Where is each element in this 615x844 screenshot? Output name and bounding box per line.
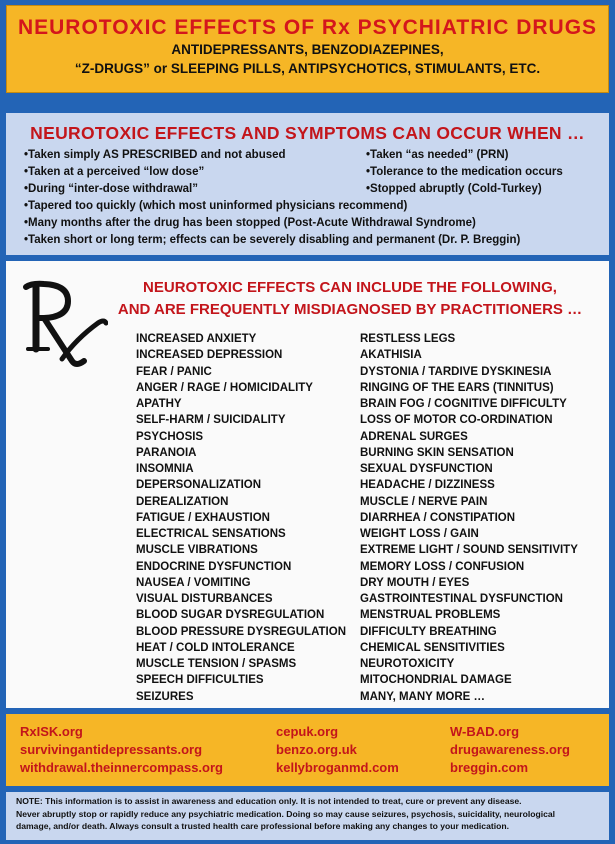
effect-item: APATHY	[136, 398, 182, 410]
resources-panel	[6, 714, 609, 786]
resource-link[interactable]: RxISK.org	[20, 724, 83, 739]
resource-link[interactable]: breggin.com	[450, 760, 529, 775]
effects-list-left	[136, 331, 346, 705]
drug-classes-line-2: “Z-DRUGS” or SLEEPING PILLS, ANTIPSYCHOTICS, STIMULANTS, ETC.	[74, 61, 541, 76]
resource-link[interactable]: benzo.org.uk	[276, 742, 357, 757]
effect-item: DIARRHEA / CONSTIPATION	[360, 511, 516, 524]
effect-item: CHEMICAL SENSITIVITIES	[360, 641, 505, 654]
effect-item: DEPERSONALIZATION	[136, 479, 262, 492]
resource-link[interactable]: W-BAD.org	[450, 724, 520, 739]
effect-item: NAUSEA / VOMITING	[136, 576, 251, 589]
effect-item: SEIZURES	[136, 690, 194, 703]
when-item: •During “inter-dose withdrawal”	[24, 183, 198, 195]
effect-item: NEUROTOXICITY	[360, 658, 455, 670]
when-item: •Tapered too quickly (which most uninformed physicians recommend)	[24, 200, 408, 212]
when-heading: NEUROTOXIC EFFECTS AND SYMPTOMS CAN OCCUR WHEN …	[30, 123, 585, 143]
effect-item: INSOMNIA	[136, 463, 194, 475]
when-item: •Many months after the drug has been stopped (Post-Acute Withdrawal Syndrome)	[24, 217, 476, 229]
effect-item: DYSTONIA / TARDIVE DYSKINESIA	[360, 365, 552, 378]
when-item: •Taken simply AS PRESCRIBED and not abused	[24, 149, 286, 161]
effect-item: HEADACHE / DIZZINESS	[360, 479, 495, 492]
when-item: •Taken at a perceived “low dose”	[24, 166, 205, 178]
effect-item: SELF-HARM / SUICIDALITY	[136, 414, 286, 427]
effect-item: DRY MOUTH / EYES	[360, 576, 470, 589]
note-line: Never abruptly stop or rapidly reduce any psychiatric medication. Doing so may cause seizures, psychosis, suicidality, neurological	[16, 808, 556, 819]
effect-item: MUSCLE VIBRATIONS	[136, 544, 258, 557]
disclaimer-note	[6, 792, 609, 840]
effect-item: DIFFICULTY BREATHING	[360, 625, 497, 638]
effects-heading-line-1: NEUROTOXIC EFFECTS CAN INCLUDE THE FOLLOWING,	[143, 279, 557, 296]
rx-symbol-icon	[22, 279, 108, 369]
effect-item: BRAIN FOG / COGNITIVE DIFFICULTY	[360, 398, 567, 410]
poster-title: NEUROTOXIC EFFECTS OF Rx PSYCHIATRIC DRUGS	[17, 16, 598, 39]
header-banner	[6, 5, 609, 93]
resource-link[interactable]: survivingantidepressants.org	[20, 742, 203, 757]
effect-item: ANGER / RAGE / HOMICIDALITY	[136, 381, 313, 394]
effect-item: PSYCHOSIS	[136, 430, 204, 443]
effect-item: PARANOIA	[136, 446, 197, 459]
effect-item: HEAT / COLD INTOLERANCE	[136, 641, 295, 654]
effect-item: MUSCLE TENSION / SPASMS	[136, 658, 297, 670]
effect-item: GASTROINTESTINAL DYSFUNCTION	[360, 593, 563, 605]
effect-item: SPEECH DIFFICULTIES	[136, 674, 264, 687]
effect-item: RESTLESS LEGS	[360, 333, 456, 345]
resource-link[interactable]: kellybroganmd.com	[276, 760, 399, 775]
effect-item: MUSCLE / NERVE PAIN	[360, 495, 488, 508]
effect-item: BLOOD PRESSURE DYSREGULATION	[136, 625, 346, 638]
when-item: •Taken “as needed” (PRN)	[366, 149, 509, 161]
effect-item: WEIGHT LOSS / GAIN	[360, 528, 479, 540]
effect-item: INCREASED ANXIETY	[136, 333, 257, 345]
when-item: •Taken short or long term; effects can be severely disabling and permanent (Dr. P. Breggin)	[24, 234, 521, 246]
effect-item: MEMORY LOSS / CONFUSION	[360, 560, 525, 573]
effect-item: ELECTRICAL SENSATIONS	[136, 528, 286, 540]
resource-link[interactable]: withdrawal.theinnercompass.org	[20, 760, 223, 775]
effect-item: VISUAL DISTURBANCES	[136, 593, 273, 605]
effects-heading-line-2: AND ARE FREQUENTLY MISDIAGNOSED BY PRACTITIONERS …	[117, 301, 583, 318]
effect-item: MANY, MANY MORE …	[360, 690, 486, 703]
effect-item: DEREALIZATION	[136, 495, 229, 508]
effect-item: ADRENAL SURGES	[360, 430, 468, 443]
note-line: damage, and/or death. Always consult a trusted health care professional before making any changes to your medication.	[16, 821, 509, 831]
effect-item: RINGING OF THE EARS (TINNITUS)	[360, 381, 554, 394]
when-item: •Tolerance to the medication occurs	[366, 166, 563, 178]
effect-item: ENDOCRINE DYSFUNCTION	[136, 560, 292, 573]
note-line: NOTE: This information is to assist in awareness and education only. It is not intended to treat, cure or prevent any disease.	[16, 796, 522, 806]
effect-item: BLOOD SUGAR DYSREGULATION	[136, 609, 325, 622]
when-item: •Stopped abruptly (Cold-Turkey)	[366, 183, 542, 195]
when-panel	[6, 113, 609, 255]
effects-list-right	[360, 331, 578, 705]
effect-item: FATIGUE / EXHAUSTION	[136, 511, 270, 524]
resource-link[interactable]: cepuk.org	[276, 724, 339, 739]
effect-item: SEXUAL DYSFUNCTION	[360, 463, 493, 475]
effect-item: INCREASED DEPRESSION	[136, 349, 283, 362]
effect-item: MITOCHONDRIAL DAMAGE	[360, 674, 512, 687]
drug-classes-line-1: ANTIDEPRESSANTS, BENZODIAZEPINES,	[171, 42, 444, 57]
effect-item: AKATHISIA	[360, 349, 422, 362]
effect-item: MENSTRUAL PROBLEMS	[360, 609, 501, 622]
effect-item: EXTREME LIGHT / SOUND SENSITIVITY	[360, 544, 578, 557]
effects-heading	[98, 277, 602, 321]
effect-item: BURNING SKIN SENSATION	[360, 446, 514, 459]
resource-link[interactable]: drugawareness.org	[450, 742, 570, 757]
effect-item: LOSS OF MOTOR CO-ORDINATION	[360, 414, 553, 427]
effect-item: FEAR / PANIC	[136, 365, 212, 378]
effects-panel	[6, 261, 609, 708]
